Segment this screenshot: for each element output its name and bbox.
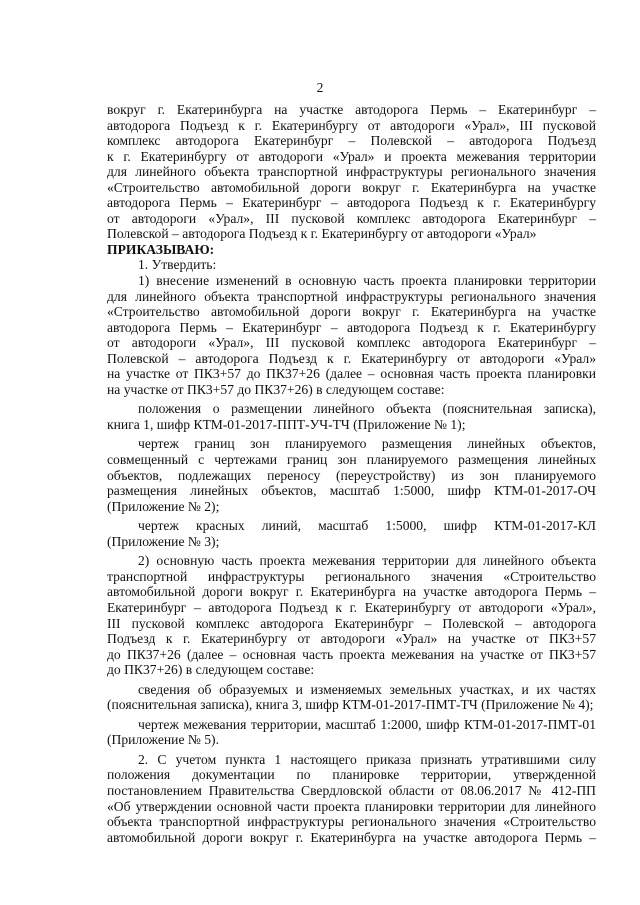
text-line: Подъезд к г. Екатеринбургу от автодороги «Урал» на участке от ПК3+57 <box>107 631 596 647</box>
text-line: объектов, подлежащих переносу (переустройству) из зон планируемого <box>107 467 596 483</box>
text-line: 2) основную часть проекта межевания территории для линейного объекта <box>138 553 596 569</box>
text-line: (Приложение № 5). <box>107 732 219 748</box>
item-1-1-a <box>107 401 596 432</box>
text-line: (пояснительная записка), книга 3, шифр КТМ-01-2017-ПМТ-ТЧ (Приложение № 4); <box>107 697 594 713</box>
text-line: автомобильной дороги вокруг г. Екатеринбурга на участке автодорога Пермь – <box>107 584 596 600</box>
text-line: III пусковой комплекс автодорога Екатеринбург – Полевской – автодорога <box>107 615 596 631</box>
text-line: положения документации по планировке территории, утвержденной <box>107 767 596 783</box>
text-line: комплекс автодорога Екатеринбург – Полевской – автодорога Подъезд <box>107 133 596 149</box>
item-1-2-b <box>107 717 596 748</box>
item-1-1 <box>107 273 596 397</box>
text-line: «Строительство автомобильной дороги вокруг г. Екатеринбурга на участке <box>107 304 596 320</box>
text-line: автодорога Пермь – Екатеринбург – автодорога Подъезд к г. Екатеринбургу <box>107 195 596 211</box>
text-line: «Строительство автомобильной дороги вокруг г. Екатеринбурга на участке <box>107 179 596 195</box>
text-line: от автодороги «Урал», III пусковой комплекс автодорога Екатеринбург – <box>107 210 596 226</box>
text-line: на участке от ПК3+57 до ПК37+26) в следующем составе: <box>107 381 445 397</box>
text-line: транспортной инфраструктуры регионального значения «Строительство <box>107 568 596 584</box>
text-line: автомобильной дороги вокруг г. Екатеринбурга на участке автодорога Пермь – <box>107 829 596 845</box>
text-line: «Об утверждении основной части проекта планировки территории для линейного <box>107 798 596 814</box>
item-2 <box>107 752 596 845</box>
text-line: от автодороги «Урал», III пусковой комплекс автодорога Екатеринбург – <box>107 335 596 351</box>
text-line: совмещенный с чертежами границ зон планируемого размещения линейных <box>107 452 596 468</box>
item-1-title: 1. Утвердить: <box>138 257 217 273</box>
text-line: автодорога Подъезд к г. Екатеринбургу от автодороги «Урал», III пусковой <box>107 117 596 133</box>
page-number: 2 <box>316 80 324 95</box>
text-line: постановлением Правительства Свердловской области от 08.06.2017 № 412-ПП <box>107 782 596 798</box>
text-line: для линейного объекта транспортной инфраструктуры регионального значения <box>107 164 596 180</box>
text-line: автодорога Пермь – Екатеринбург – автодорога Подъезд к г. Екатеринбургу <box>107 319 596 335</box>
item-1-1-c <box>107 518 596 549</box>
text-line: Екатеринбург – автодорога Подъезд к г. Екатеринбургу от автодороги «Урал», <box>107 599 596 615</box>
lead-paragraph <box>107 102 596 242</box>
item-1-2-a <box>107 682 596 713</box>
text-line: вокруг г. Екатеринбурга на участке автодорога Пермь – Екатеринбург – <box>107 102 596 117</box>
order-heading: ПРИКАЗЫВАЮ: <box>107 241 215 257</box>
text-line: (Приложение № 2); <box>107 498 220 514</box>
text-line: Полевской – автодорога Подъезд к г. Екатеринбургу от автодороги «Урал» <box>107 350 596 366</box>
text-line: Полевской – автодорога Подъезд к г. Екатеринбургу от автодороги «Урал» <box>107 226 537 242</box>
document-body <box>107 102 596 845</box>
text-line: на участке от ПК3+57 до ПК37+26 (далее – основная часть проекта планировки <box>107 366 596 382</box>
text-line: 1) внесение изменений в основную часть проекта планировки территории <box>138 273 596 289</box>
item-1-2 <box>107 553 596 677</box>
text-line: размещения линейных объектов, масштаб 1:5000, шифр КТМ-01-2017-ОЧ <box>107 483 596 499</box>
text-line: чертеж красных линий, масштаб 1:5000, шифр КТМ-01-2017-КЛ <box>138 518 596 534</box>
text-line: к г. Екатеринбургу от автодороги «Урал» и проекта межевания территории <box>107 148 596 164</box>
text-line: объекта транспортной инфраструктуры регионального значения «Строительство <box>107 814 596 830</box>
text-line: книга 1, шифр КТМ-01-2017-ППТ-УЧ-ТЧ (Приложение № 1); <box>107 416 466 432</box>
text-line: 2. С учетом пункта 1 настоящего приказа признать утратившими силу <box>138 751 596 767</box>
text-line: чертеж межевания территории, масштаб 1:2000, шифр КТМ-01-2017-ПМТ-01 <box>138 716 596 732</box>
item-1-1-b <box>107 436 596 514</box>
text-line: для линейного объекта транспортной инфраструктуры регионального значения <box>107 288 596 304</box>
text-line: положения о размещении линейного объекта (пояснительная записка), <box>138 401 596 417</box>
text-line: (Приложение № 3); <box>107 533 220 549</box>
text-line: чертеж границ зон планируемого размещения линейных объектов, <box>138 436 596 452</box>
text-line: до ПК37+26) в следующем составе: <box>107 662 315 678</box>
text-line: до ПК37+26 (далее – основная часть проекта межевания на участке от ПК3+57 <box>107 646 596 662</box>
text-line: сведения об образуемых и изменяемых земельных участках, и их частях <box>138 681 596 697</box>
